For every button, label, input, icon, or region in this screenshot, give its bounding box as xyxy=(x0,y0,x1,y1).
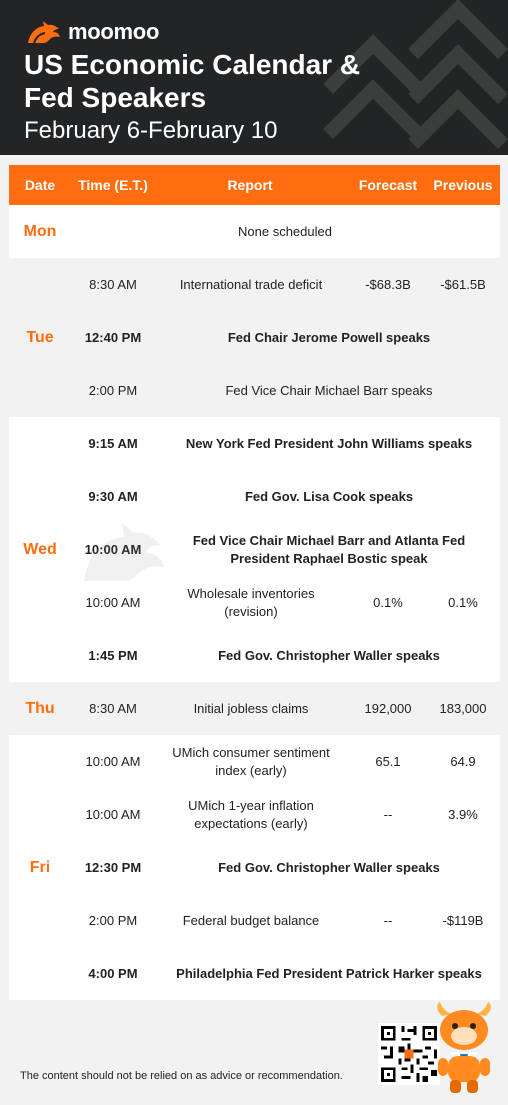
time-cell: 8:30 AM xyxy=(89,276,137,292)
time-cell: 1:45 PM xyxy=(88,647,138,663)
report-cell: UMich 1-year inflation expectations (early) xyxy=(188,797,314,831)
column-header-forecast: Forecast xyxy=(358,177,418,193)
day-label: Wed xyxy=(23,541,57,558)
day-group-fri xyxy=(9,735,500,1000)
previous-cell: -$61.5B xyxy=(440,276,486,292)
report-cell: None scheduled xyxy=(238,223,332,239)
time-cell: 2:00 PM xyxy=(88,912,138,928)
time-cell: 10:00 AM xyxy=(85,753,141,769)
forecast-cell: -- xyxy=(383,806,393,822)
column-header-previous: Previous xyxy=(433,177,493,193)
day-group-tue xyxy=(9,258,500,417)
previous-cell: -$119B xyxy=(442,912,484,928)
time-cell: 4:00 PM xyxy=(88,965,138,981)
day-group-thu xyxy=(9,682,500,735)
day-group-wed xyxy=(9,417,500,682)
date-range-subtitle: February 6-February 10 xyxy=(24,117,278,144)
page-title: US Economic Calendar & Fed Speakers xyxy=(24,49,361,113)
time-cell: 8:30 AM xyxy=(89,700,137,716)
time-cell: 10:00 AM xyxy=(84,541,142,557)
previous-cell: 3.9% xyxy=(448,806,478,822)
mascot-bull-icon xyxy=(432,1002,496,1094)
time-cell: 12:40 PM xyxy=(84,329,142,345)
bull-logo-icon xyxy=(26,19,62,45)
table-header xyxy=(9,165,500,205)
previous-cell: 183,000 xyxy=(439,700,487,716)
report-cell: Fed Vice Chair Michael Barr and Atlanta Fed President Raphael Bostic speak xyxy=(192,532,466,566)
forecast-cell: 0.1% xyxy=(373,594,403,610)
time-cell: 10:00 AM xyxy=(85,806,141,822)
report-cell: New York Fed President John Williams speaks xyxy=(185,435,473,451)
time-cell: 12:30 PM xyxy=(84,859,142,875)
day-label: Thu xyxy=(25,700,55,717)
forecast-cell: 65.1 xyxy=(375,753,401,769)
report-cell: Fed Gov. Christopher Waller speaks xyxy=(218,647,440,663)
day-label: Mon xyxy=(23,223,57,240)
report-cell: Federal budget balance xyxy=(182,912,320,928)
time-cell: 10:00 AM xyxy=(85,594,141,610)
report-cell: Wholesale inventories (revision) xyxy=(187,585,315,619)
report-cell: Fed Gov. Lisa Cook speaks xyxy=(244,488,414,504)
brand-logo xyxy=(26,19,159,45)
forecast-cell: -- xyxy=(383,912,393,928)
previous-cell: 64.9 xyxy=(450,753,476,769)
column-header-report: Report xyxy=(227,177,273,193)
previous-cell: 0.1% xyxy=(448,594,478,610)
brand-name: moomoo xyxy=(68,19,160,44)
forecast-cell: 192,000 xyxy=(364,700,412,716)
report-cell: International trade deficit xyxy=(179,276,323,292)
report-cell: Initial jobless claims xyxy=(193,700,309,716)
report-cell: Fed Vice Chair Michael Barr speaks xyxy=(225,382,433,398)
time-cell: 2:00 PM xyxy=(88,382,138,398)
header-banner xyxy=(0,0,508,155)
column-header-time: Time (E.T.) xyxy=(78,177,148,193)
day-label: Tue xyxy=(26,329,54,346)
forecast-cell: -$68.3B xyxy=(365,276,411,292)
report-cell: Fed Chair Jerome Powell speaks xyxy=(227,329,431,345)
time-cell: 9:30 AM xyxy=(88,488,138,504)
report-cell: UMich consumer sentiment index (early) xyxy=(172,744,330,778)
report-cell: Philadelphia Fed President Patrick Harker speaks xyxy=(176,965,482,981)
day-group-mon xyxy=(9,205,500,258)
disclaimer-text: The content should not be relied on as advice or recommendation. xyxy=(20,1070,343,1082)
qr-code-icon xyxy=(378,1023,440,1085)
report-cell: Fed Gov. Christopher Waller speaks xyxy=(218,859,440,875)
column-header-date: Date xyxy=(24,177,56,193)
time-cell: 9:15 AM xyxy=(88,435,138,451)
day-label: Fri xyxy=(29,859,51,876)
